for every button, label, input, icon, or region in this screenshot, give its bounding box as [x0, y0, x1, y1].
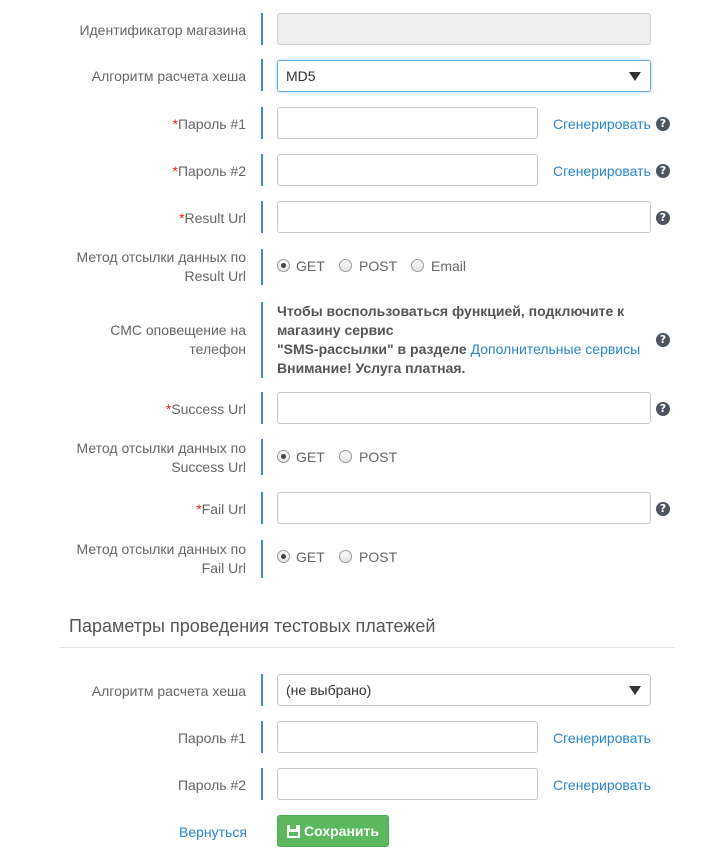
success-method-label-line1: Метод отсылки данных по	[76, 440, 246, 456]
sms-text-line2: магазину сервис	[277, 322, 394, 338]
required-mark: *	[172, 163, 178, 179]
success-method-get-radio[interactable]	[277, 450, 290, 463]
shop-id-input	[277, 13, 651, 45]
section-divider	[59, 647, 675, 648]
result-method-label-line1: Метод отсылки данных по	[76, 249, 246, 265]
result-method-email-radio[interactable]	[411, 259, 424, 272]
dropdown-arrow-icon	[629, 72, 641, 81]
test-password2-input[interactable]	[277, 768, 538, 800]
label-divider	[261, 492, 263, 524]
sms-label	[40, 321, 246, 359]
success-method-label-line2: Success Url	[171, 459, 246, 475]
help-icon[interactable]: ?	[656, 117, 670, 131]
help-icon[interactable]: ?	[656, 211, 670, 225]
password2-generate-link[interactable]: Сгенерировать	[553, 163, 651, 179]
shop-id-label: Идентификатор магазина	[79, 22, 246, 38]
required-mark: *	[179, 210, 185, 226]
label-divider	[261, 392, 263, 424]
success-url-input[interactable]	[277, 392, 651, 424]
result-method-post-label: POST	[359, 258, 398, 274]
sms-warning: Внимание! Услуга платная.	[277, 360, 466, 376]
fail-url-label-text: Fail Url	[201, 501, 246, 517]
label-divider	[261, 721, 263, 753]
test-password2-generate-link[interactable]: Сгенерировать	[553, 777, 651, 793]
result-url-input[interactable]	[277, 201, 651, 233]
password2-input[interactable]	[277, 154, 538, 186]
fail-url-label	[40, 500, 246, 519]
save-button-label: Сохранить	[304, 823, 379, 839]
test-hash-algorithm-value: (не выбрано)	[286, 682, 372, 698]
dropdown-arrow-icon	[629, 686, 641, 695]
label-divider	[261, 59, 263, 91]
label-divider	[261, 249, 263, 285]
success-method-label	[40, 439, 246, 477]
password2-label-text: Пароль #2	[177, 163, 246, 179]
test-password2-label: Пароль #2	[177, 777, 246, 793]
label-divider	[261, 107, 263, 139]
help-icon[interactable]: ?	[656, 333, 670, 347]
help-icon[interactable]: ?	[656, 502, 670, 516]
result-url-label-text: Result Url	[184, 210, 246, 226]
required-mark: *	[165, 401, 172, 417]
label-divider	[261, 13, 263, 45]
password2-label	[40, 162, 246, 181]
required-mark: *	[196, 501, 202, 517]
label-divider	[261, 201, 263, 233]
hash-algorithm-label: Алгоритм расчета хеша	[91, 68, 246, 84]
label-divider	[261, 540, 263, 578]
sms-label-line2: телефон	[189, 341, 246, 357]
test-hash-algorithm-select[interactable]	[277, 674, 651, 706]
test-hash-algorithm-label: Алгоритм расчета хеша	[91, 683, 246, 699]
help-icon[interactable]: ?	[656, 164, 670, 178]
success-url-label	[40, 400, 246, 419]
result-method-label-line2: Result Url	[184, 268, 246, 284]
password1-generate-link[interactable]: Сгенерировать	[553, 116, 651, 132]
test-password1-label: Пароль #1	[177, 730, 246, 746]
label-divider	[261, 674, 263, 706]
test-section-title: Параметры проведения тестовых платежей	[69, 616, 436, 636]
save-button[interactable]	[277, 815, 389, 847]
required-mark: *	[172, 116, 178, 132]
hash-algorithm-value: MD5	[286, 68, 316, 84]
test-password1-generate-link[interactable]: Сгенерировать	[553, 730, 651, 746]
floppy-disk-icon	[287, 825, 300, 838]
fail-method-post-radio[interactable]	[339, 550, 352, 563]
fail-method-label-line1: Метод отсылки данных по	[76, 541, 246, 557]
additional-services-link[interactable]: Дополнительные сервисы	[470, 341, 641, 357]
sms-info-text	[277, 302, 647, 378]
result-method-get-radio[interactable]	[277, 259, 290, 272]
result-method-label	[40, 248, 246, 286]
result-method-post-radio[interactable]	[339, 259, 352, 272]
success-method-post-label: POST	[359, 449, 398, 465]
help-icon[interactable]: ?	[656, 402, 670, 416]
sms-text-line3: "SMS-рассылки" в разделе	[277, 341, 467, 357]
success-method-get-label: GET	[296, 449, 325, 465]
success-method-post-radio[interactable]	[339, 450, 352, 463]
fail-method-get-label: GET	[296, 549, 325, 565]
result-url-label	[40, 209, 246, 228]
password1-label-text: Пароль #1	[177, 116, 246, 132]
fail-url-input[interactable]	[277, 492, 651, 524]
success-url-label-text: Success Url	[171, 401, 246, 417]
label-divider	[261, 439, 263, 475]
sms-label-line1: СМС оповещение на	[110, 322, 246, 338]
sms-text-line1: Чтобы воспользоваться функцией, подключите к	[277, 303, 625, 319]
hash-algorithm-select[interactable]	[277, 60, 651, 92]
label-divider	[261, 302, 263, 378]
back-link[interactable]: Вернуться	[179, 824, 247, 840]
fail-method-get-radio[interactable]	[277, 550, 290, 563]
fail-method-post-label: POST	[359, 549, 398, 565]
test-password1-input[interactable]	[277, 721, 538, 753]
result-method-email-label: Email	[431, 258, 467, 274]
fail-method-label	[40, 540, 246, 578]
password1-input[interactable]	[277, 107, 538, 139]
fail-method-label-line2: Fail Url	[201, 560, 246, 576]
label-divider	[261, 154, 263, 186]
password1-label	[40, 115, 246, 134]
result-method-get-label: GET	[296, 258, 325, 274]
label-divider	[261, 768, 263, 800]
